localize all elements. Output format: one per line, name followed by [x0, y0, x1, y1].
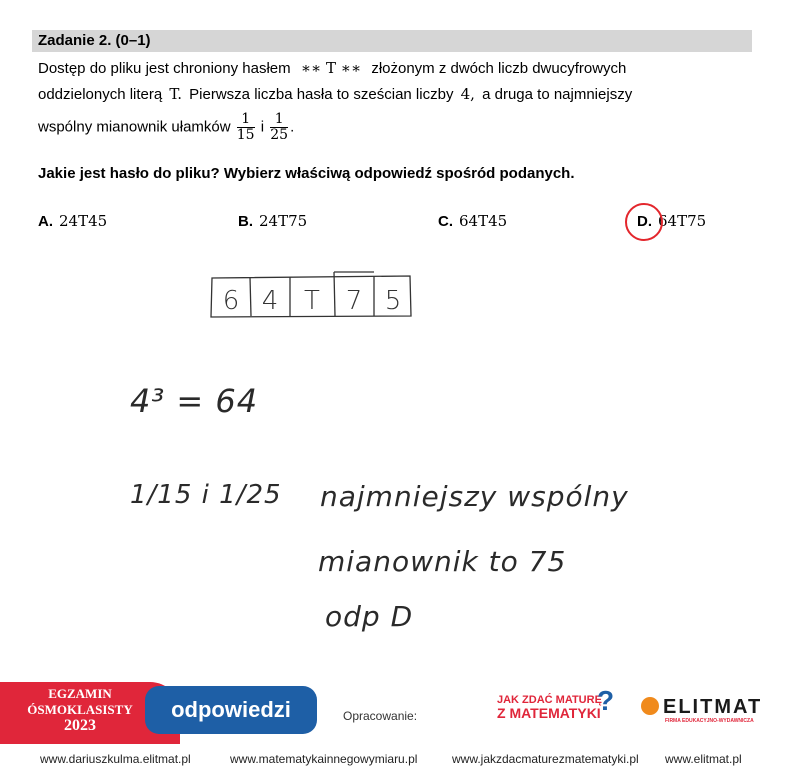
option-letter: C.: [438, 213, 453, 230]
handwritten-note-1: najmniejszy wspólny: [320, 480, 629, 513]
logo-subtext: FIRMA EDUKACYJNO-WYDAWNICZA: [665, 718, 754, 724]
fraction-1: [237, 112, 255, 143]
elitmat-logo-icon: [641, 697, 659, 715]
box-digit: 7: [345, 286, 363, 316]
answers-label: odpowiedzi: [145, 686, 317, 734]
option-value: 64T75: [658, 212, 707, 230]
badge-year: 2023: [64, 717, 96, 734]
logo-jak-zdac: [497, 685, 615, 721]
box-letter: T: [304, 286, 320, 316]
option-value: 24T75: [259, 212, 308, 230]
handwritten-answer: odp D: [325, 600, 414, 633]
question-text: Jakie jest hasło do pliku? Wybierz właściwą odpowiedź spośród podanych.: [38, 165, 575, 182]
logo-elitmat: [641, 696, 763, 724]
option-letter: B.: [238, 213, 253, 230]
question-mark-icon: ?: [597, 685, 615, 716]
option-letter: D.: [637, 213, 652, 230]
selected-answer-circle: [625, 203, 663, 241]
task-line-1: [38, 58, 626, 79]
fraction-numerator: 1: [270, 112, 288, 128]
prepared-label: Opracowanie:: [343, 709, 418, 723]
option-value: 64T45: [459, 212, 508, 230]
task-text: wspólny mianownik ułamków: [38, 118, 231, 136]
fraction-2: [270, 112, 288, 143]
task-number: 4,: [460, 85, 475, 103]
task-text: i: [260, 118, 265, 136]
logo-text: JAK ZDAĆ MATURĘ: [497, 694, 602, 706]
footer-link[interactable]: www.dariuszkulma.elitmat.pl: [40, 752, 191, 766]
footer-link[interactable]: www.jakzdacmaturezmatematyki.pl: [452, 752, 639, 766]
logo-text: Z MATEMATYKI: [497, 705, 601, 721]
option-b[interactable]: [238, 212, 307, 230]
box-digit: 6: [222, 286, 240, 316]
footer-link[interactable]: www.elitmat.pl: [665, 752, 742, 766]
option-c[interactable]: [438, 212, 507, 230]
badge-line: ÓSMOKLASISTY: [27, 702, 133, 717]
handwritten-fractions: 1/15 i 1/25: [130, 480, 282, 510]
fraction-numerator: 1: [237, 112, 255, 128]
task-header-bar: [32, 30, 752, 52]
box-digit: 4: [261, 286, 279, 316]
task-line-2: [38, 84, 632, 105]
password-pattern: ∗∗ T ∗∗: [300, 59, 362, 77]
handwritten-note-2: mianownik to 75: [318, 545, 567, 578]
handwritten-password-boxes: [208, 270, 414, 322]
handwritten-power: 4³ = 64: [130, 382, 259, 420]
task-title: Zadanie 2. (0–1): [38, 32, 151, 49]
task-text: oddzielonych literą: [38, 86, 163, 103]
option-value: 24T45: [59, 212, 108, 230]
task-text: złożonym z dwóch liczb dwucyfrowych: [371, 60, 627, 77]
fraction-denominator: 25: [270, 127, 289, 143]
task-text: Dostęp do pliku jest chroniony hasłem: [38, 60, 291, 77]
task-letter: T.: [169, 85, 182, 103]
footer-link[interactable]: www.matematykainnegowymiaru.pl: [230, 752, 418, 766]
option-a[interactable]: [38, 212, 107, 230]
task-text: .: [290, 118, 295, 136]
option-letter: A.: [38, 213, 53, 230]
task-line-3: [38, 112, 294, 143]
task-text: a druga to najmniejszy: [482, 86, 633, 103]
task-text: Pierwsza liczba hasła to sześcian liczby: [189, 86, 454, 103]
fraction-denominator: 15: [236, 127, 255, 143]
badge-line: EGZAMIN: [48, 686, 112, 701]
logo-text: ELITMAT: [663, 696, 763, 718]
box-digit: 5: [384, 286, 402, 316]
